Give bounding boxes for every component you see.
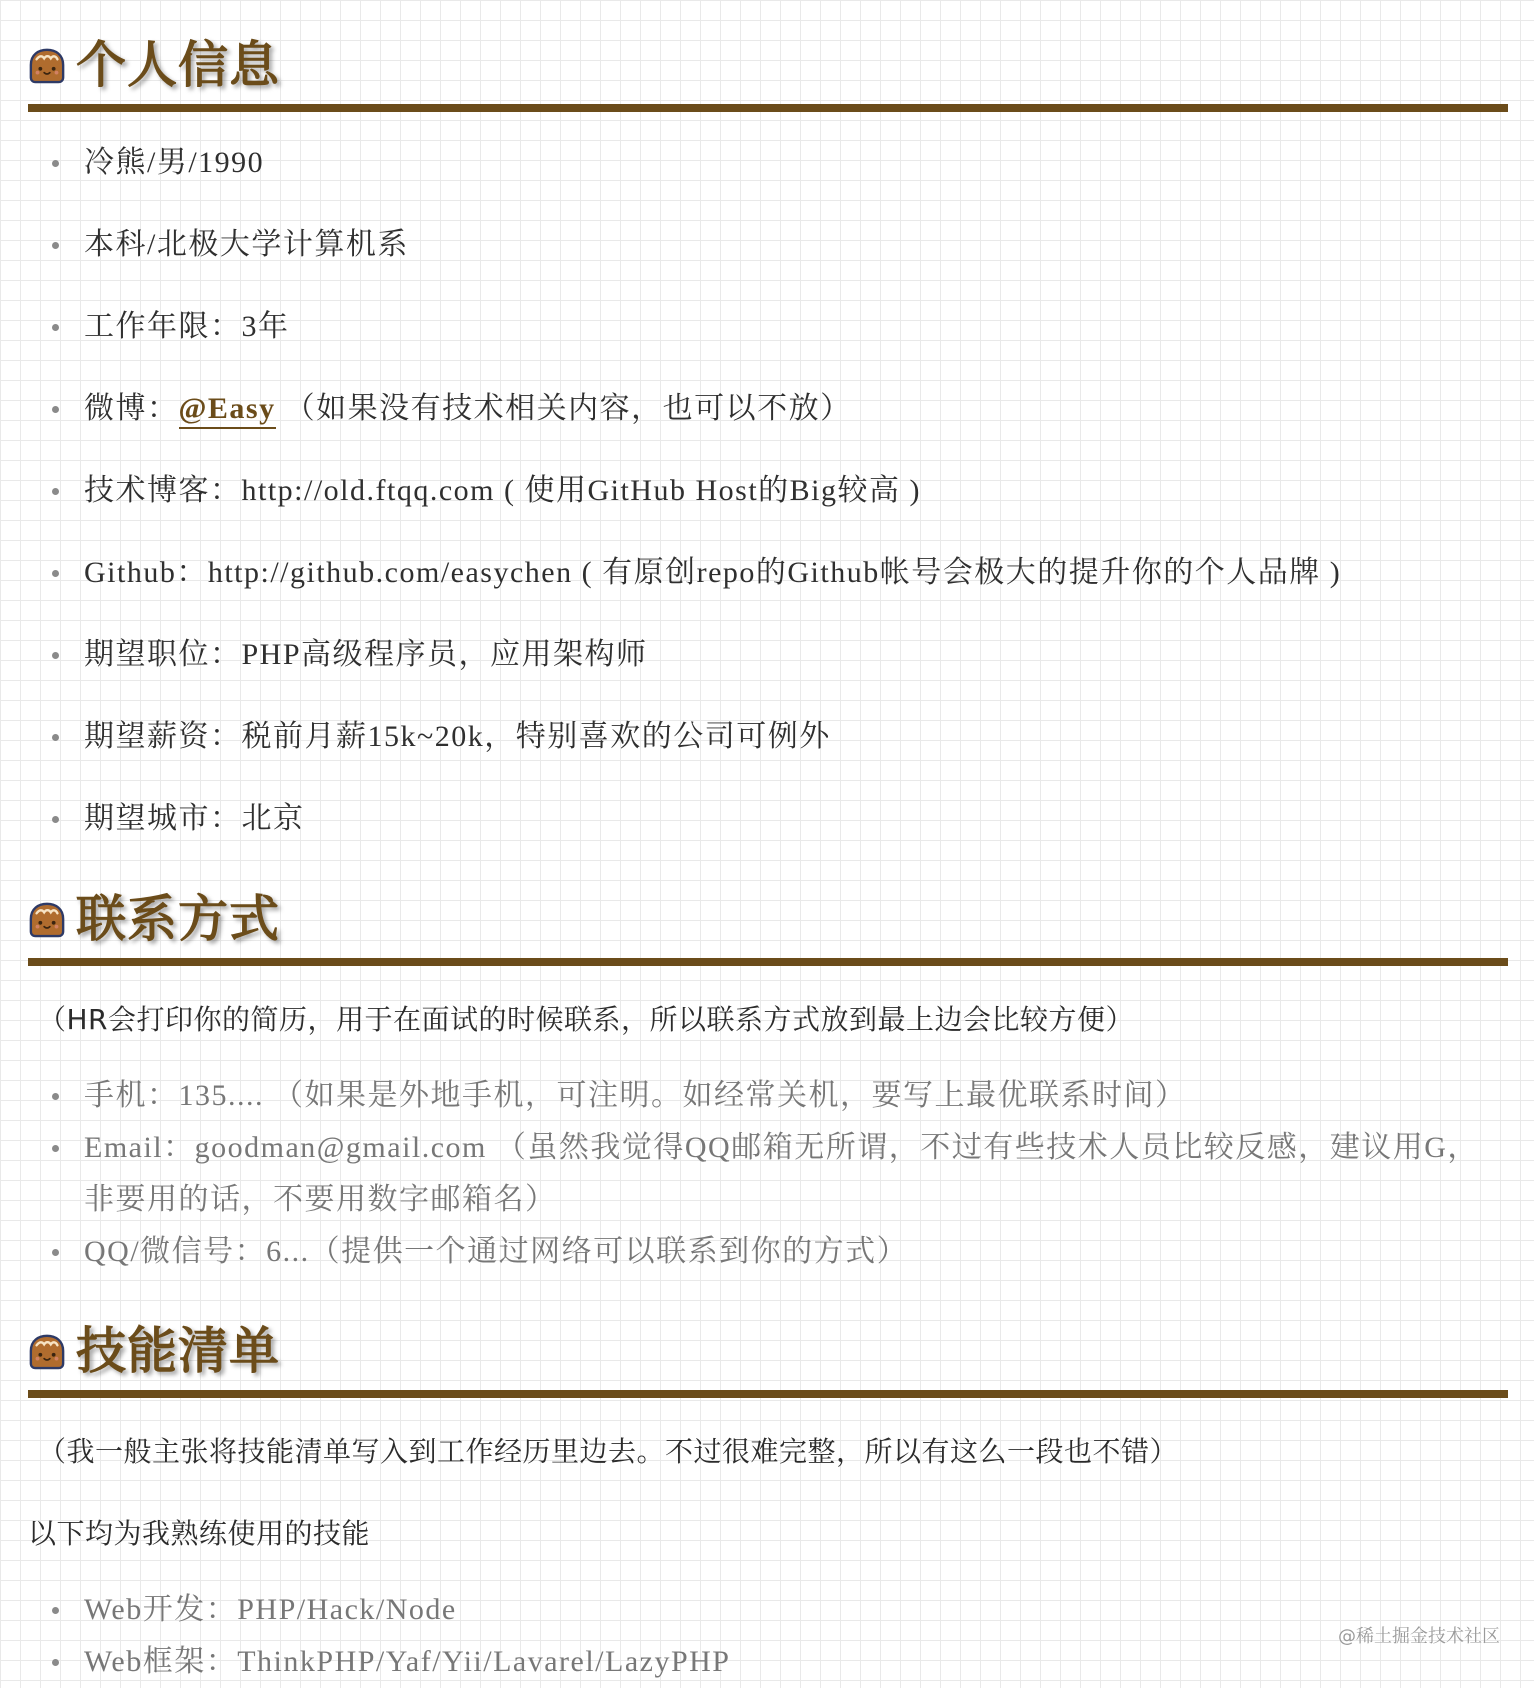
- list-item: [28, 122, 1508, 204]
- list-item: [28, 696, 1508, 778]
- list-item-text: Web开发：PHP/Hack/Node: [84, 1593, 457, 1626]
- bullet-dot: [52, 406, 59, 413]
- list-item-text: 本科/北极大学计算机系: [84, 228, 409, 261]
- list-item: [28, 450, 1508, 532]
- list-item-text: Email：goodman@gmail.com （虽然我觉得QQ邮箱无所谓，不过有些技术人员比较反感，建议用G，非要用的话，不要用数字邮箱名）: [84, 1131, 1479, 1216]
- bullet-dot: [52, 1145, 59, 1152]
- list-item-text: 工作年限：3年: [84, 310, 290, 343]
- bullet-dot: [52, 160, 59, 167]
- list-item-text: 期望城市：北京: [84, 802, 305, 835]
- bread-icon: [28, 900, 66, 938]
- list-item-text: 期望职位：PHP高级程序员，应用架构师: [84, 638, 648, 671]
- list-item-text: QQ/微信号：6...（提供一个通过网络可以联系到你的方式）: [84, 1235, 909, 1268]
- list-item: [28, 286, 1508, 368]
- skills-section: [28, 1320, 1508, 1398]
- skills-section-header: [28, 1320, 1508, 1398]
- weibo-label: 微博：: [84, 392, 179, 425]
- section-title-personal: 个人信息: [76, 36, 280, 94]
- contact-section: [28, 888, 1508, 966]
- skills-intro: 以下均为我熟练使用的技能: [28, 1517, 371, 1550]
- bullet-dot: [52, 488, 59, 495]
- weibo-link[interactable]: @Easy: [179, 392, 276, 429]
- personal-section: [28, 34, 1508, 112]
- skills-note: （我一般主张将技能清单写入到工作经历里边去。不过很难完整，所以有这么一段也不错）: [38, 1435, 1179, 1468]
- bullet-dot: [52, 324, 59, 331]
- contact-section-header: [28, 888, 1508, 966]
- list-item-text: 冷熊/男/1990: [84, 146, 265, 179]
- bullet-dot: [52, 242, 59, 249]
- list-item: [28, 1122, 1498, 1226]
- section-title-skills: 技能清单: [76, 1322, 280, 1380]
- list-item: [28, 1584, 1498, 1636]
- list-item: [28, 532, 1508, 614]
- list-item-text: 期望薪资：税前月薪15k~20k，特别喜欢的公司可例外: [84, 720, 831, 753]
- contact-list: [28, 1070, 1498, 1278]
- weibo-note: （如果没有技术相关内容，也可以不放）: [275, 392, 852, 425]
- list-item-weibo: [28, 368, 1508, 450]
- list-item: [28, 778, 1508, 860]
- list-item-text: 手机：135.... （如果是外地手机，可注明。如经常关机，要写上最优联系时间）: [84, 1079, 1187, 1112]
- list-item: [28, 1226, 1498, 1278]
- personal-info-list: [28, 122, 1508, 860]
- list-item-text: 技术博客：http://old.ftqq.com ( 使用GitHub Host的Big较高 ): [84, 474, 921, 507]
- bullet-dot: [52, 1607, 59, 1614]
- section-title-contact: 联系方式: [76, 890, 280, 948]
- bread-icon: [28, 1332, 66, 1370]
- contact-note: （HR会打印你的简历，用于在面试的时候联系，所以联系方式放到最上边会比较方便）: [38, 1003, 1135, 1036]
- bullet-dot: [52, 1659, 59, 1666]
- bullet-dot: [52, 1249, 59, 1256]
- bullet-dot: [52, 652, 59, 659]
- list-item: [28, 614, 1508, 696]
- bread-icon: [28, 46, 66, 84]
- bullet-dot: [52, 1093, 59, 1100]
- skills-list: [28, 1584, 1498, 1688]
- list-item: [28, 1636, 1498, 1688]
- bullet-dot: [52, 734, 59, 741]
- bullet-dot: [52, 570, 59, 577]
- personal-section-header: [28, 34, 1508, 112]
- list-item: [28, 204, 1508, 286]
- list-item-text: Web框架：ThinkPHP/Yaf/Yii/Lavarel/LazyPHP: [84, 1645, 731, 1678]
- list-item: [28, 1070, 1498, 1122]
- list-item-text: Github：http://github.com/easychen ( 有原创repo的Github帐号会极大的提升你的个人品牌 ): [84, 556, 1342, 589]
- watermark: @稀土掘金技术社区: [1338, 1626, 1500, 1647]
- bullet-dot: [52, 816, 59, 823]
